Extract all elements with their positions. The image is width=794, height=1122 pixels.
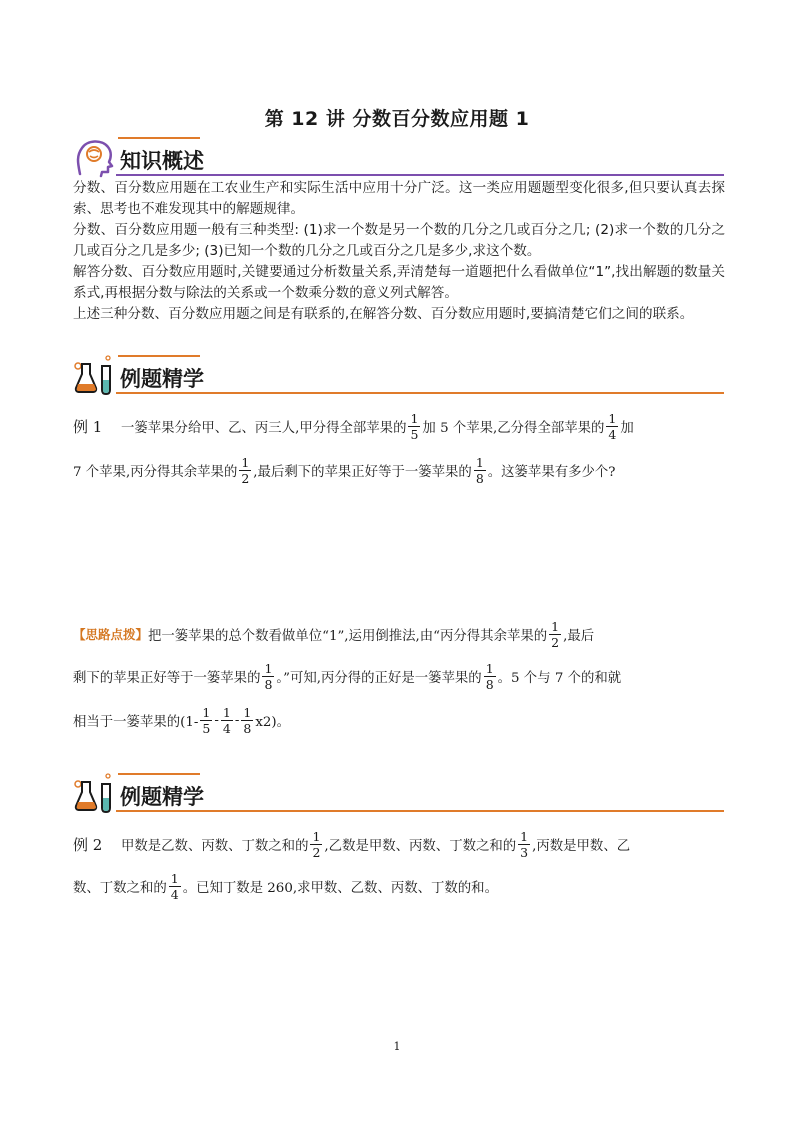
paragraph: 解答分数、百分数应用题时,关键要通过分析数量关系,弄清楚每一道题把什么看做单位“1”,找出解题的数量关系式,再根据分数与除法的关系或一个数乘分数的意义列式解答。 <box>73 264 725 301</box>
text: 把一篓苹果的总个数看做单位“1”,运用倒推法,由“丙分得其余苹果的 <box>148 628 548 644</box>
flask-icon <box>72 352 116 396</box>
lesson-title: 第 12 讲 分数百分数应用题 1 <box>264 108 530 130</box>
text: - <box>214 712 219 728</box>
header-accent-line <box>118 355 200 357</box>
fraction: $\frac{1}{4}$ <box>608 410 617 442</box>
text: ,最后 <box>563 628 595 644</box>
text: 7 个苹果,丙分得其余苹果的 <box>73 464 238 480</box>
fraction: $\frac{1}{8}$ <box>485 660 494 692</box>
example-1-line-1 <box>73 406 634 446</box>
text: 相当于一篓苹果的(1- <box>73 714 199 730</box>
text: 加 5 个苹果,乙分得全部苹果的 <box>422 420 605 436</box>
text: - <box>234 712 240 728</box>
fraction: $\frac{1}{8}$ <box>264 660 273 692</box>
text: 。这篓苹果有多少个? <box>487 464 616 480</box>
section-title: 知识概述 <box>120 149 204 173</box>
brain-head-icon <box>72 134 116 178</box>
paragraph: 分数、百分数应用题一般有三种类型: (1)求一个数是另一个数的几分之几或百分之几; (2)求一个数的几分之几或百分之几是多少; (3)已知一个数的几分之几或百分之几是多少,求这个数。 <box>73 222 725 259</box>
example-1-line-2 <box>73 450 615 490</box>
section-underline <box>116 392 724 394</box>
fraction: $\frac{1}{3}$ <box>520 828 529 860</box>
fraction: $\frac{1}{2}$ <box>312 828 321 860</box>
example-label: 例 1 <box>73 417 103 436</box>
section-knowledge-header <box>72 134 724 180</box>
text: x2)。 <box>255 714 291 730</box>
header-accent-line <box>118 137 200 139</box>
text: 加 <box>620 420 634 436</box>
paragraph: 分数、百分数应用题在工农业生产和实际生活中应用十分广泛。这一类应用题题型变化很多,但只要认真去探索、思考也不难发现其中的解题规律。 <box>73 180 725 217</box>
knowledge-overview-text <box>73 178 725 325</box>
text: ,乙数是甲数、丙数、丁数之和的 <box>324 838 517 854</box>
text: ,最后剩下的苹果正好等于一篓苹果的 <box>253 464 472 480</box>
fraction: $\frac{1}{5}$ <box>202 704 211 736</box>
text: 一篓苹果分给甲、乙、丙三人,甲分得全部苹果的 <box>121 420 407 436</box>
page-number: 1 <box>393 1040 401 1053</box>
section-underline <box>116 174 724 176</box>
section-example-header <box>72 770 724 816</box>
text: 甲数是乙数、丙数、丁数之和的 <box>121 838 309 854</box>
section-example-header <box>72 352 724 398</box>
text: 剩下的苹果正好等于一篓苹果的 <box>73 670 261 686</box>
hint-1-line-1 <box>73 614 594 654</box>
text: 。”可知,丙分得的正好是一篓苹果的 <box>276 670 482 686</box>
text: 。已知丁数是 260,求甲数、乙数、丙数、丁数的和。 <box>182 880 498 896</box>
flask-icon <box>72 770 116 814</box>
example-2-line-2 <box>73 866 498 906</box>
section-title: 例题精学 <box>120 367 204 391</box>
header-accent-line <box>118 773 200 775</box>
text: 。5 个与 7 个的和就 <box>497 670 622 686</box>
hint-1-line-3 <box>73 700 290 740</box>
fraction: $\frac{1}{4}$ <box>222 704 231 736</box>
fraction: $\frac{1}{8}$ <box>475 454 484 486</box>
section-underline <box>116 810 724 812</box>
fraction: $\frac{1}{5}$ <box>410 410 419 442</box>
fraction: $\frac{1}{2}$ <box>241 454 250 486</box>
example-label: 例 2 <box>73 835 103 854</box>
hint-1-line-2 <box>73 656 621 696</box>
section-title: 例题精学 <box>120 785 204 809</box>
text: 数、丁数之和的 <box>73 880 167 896</box>
paragraph: 上述三种分数、百分数应用题之间是有联系的,在解答分数、百分数应用题时,要搞清楚它们之间的联系。 <box>73 306 694 322</box>
example-2-line-1 <box>73 824 630 864</box>
fraction: $\frac{1}{2}$ <box>551 618 560 650</box>
fraction: $\frac{1}{4}$ <box>170 870 179 902</box>
text: ,丙数是甲数、乙 <box>532 838 631 854</box>
fraction: $\frac{1}{8}$ <box>243 704 252 736</box>
hint-tag: 【思路点拨】 <box>73 627 149 642</box>
